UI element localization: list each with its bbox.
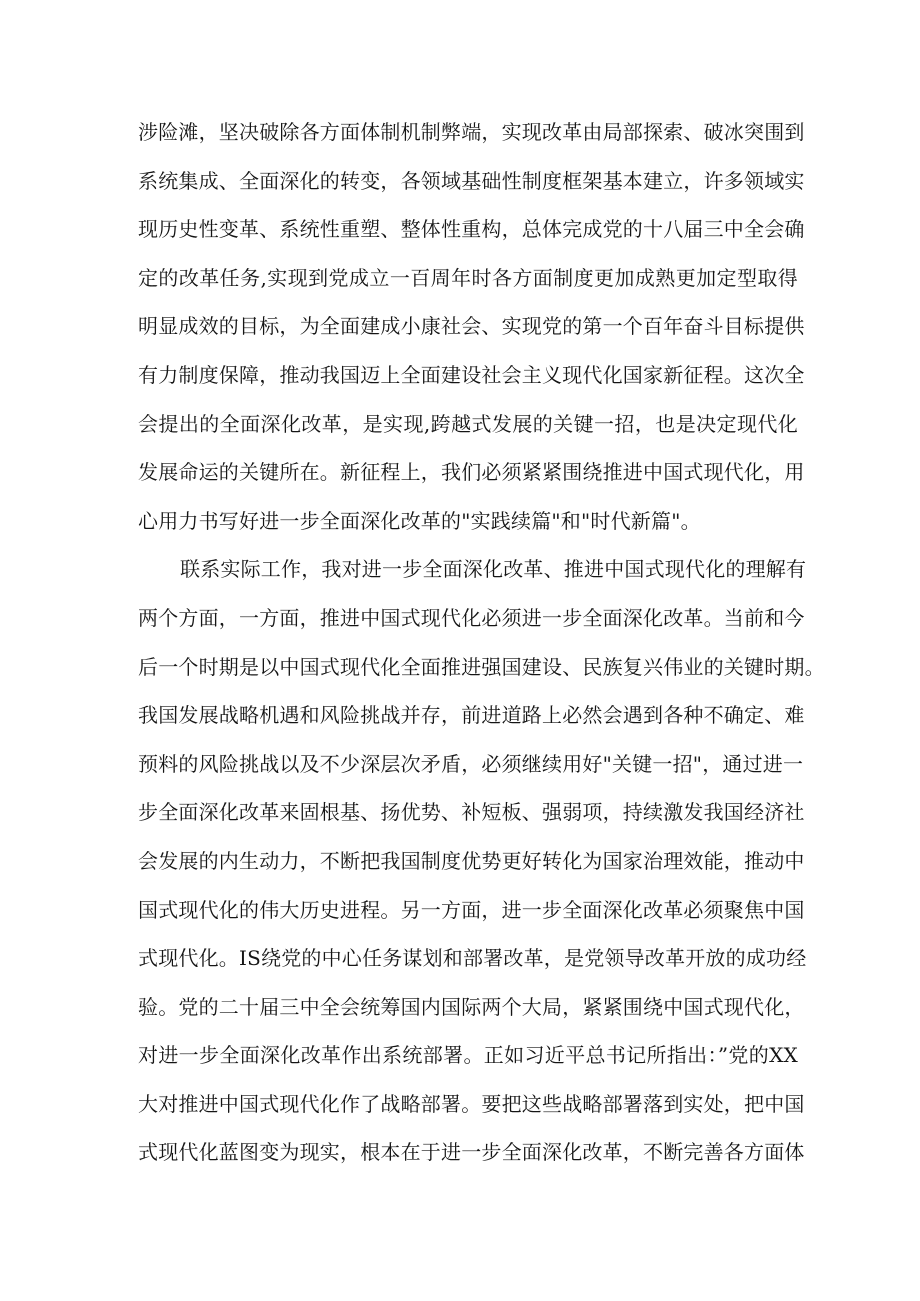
text-line: 定的改革任务,实现到党成立一百周年时各方面制度更加成熟更加定型取得: [138, 265, 798, 290]
text-line: 系统集成、全面深化的转变，各领域基础性制度框架基本建立，许多领域实: [138, 168, 805, 193]
text-line: 会提出的全面深化改革，是实现,跨越式发展的关键一招，也是决定现代化: [138, 411, 798, 436]
text-line: 两个方面，一方面，推进中国式现代化必须进一步全面深化改革。当前和今: [138, 605, 805, 630]
text-line: 步全面深化改革来固根基、扬优势、补短板、强弱项，持续激发我国经济社: [138, 800, 805, 825]
text-line: 有力制度保障，推动我国迈上全面建设社会主义现代化国家新征程。这次全: [138, 362, 805, 387]
text-line: 我国发展战略机遇和风险挑战并存，前进道路上必然会遇到各种不确定、难: [138, 703, 805, 728]
text-line: 涉险滩，坚决破除各方面体制机制弊端，实现改革由局部探索、破冰突围到: [138, 120, 805, 144]
body-text: [138, 108, 825, 1177]
text-line: 后一个时期是以中国式现代化全面推进强国建设、民族复兴伟业的关键时期。: [138, 654, 825, 679]
text-line: 式现代化蓝图变为现实，根本在于进一步全面深化改革，不断完善各方面体: [138, 1140, 805, 1165]
text-line: 国式现代化的伟大历史进程。另一方面，进一步全面深化改革必须聚焦中国: [138, 897, 805, 922]
text-line: 明显成效的目标，为全面建成小康社会、实现党的第一个百年奋斗目标提供: [138, 314, 805, 339]
text-line: 对进一步全面深化改革作出系统部署。正如习近平总书记所指出：”党的XX: [138, 1043, 798, 1068]
text-line: 大对推进中国式现代化作了战略部署。要把这些战略部署落到实处，把中国: [138, 1091, 805, 1116]
text-line: 预料的风险挑战以及不少深层次矛盾，必须继续用好"关键一招"，通过进一: [138, 751, 804, 776]
text-line: 式现代化。IS绕党的中心任务谋划和部署改革，是党领导改革开放的成功经: [138, 946, 807, 971]
text-line: 会发展的内生动力，不断把我国制度优势更好转化为国家治理效能，推动中: [138, 848, 805, 873]
text-line: 现历史性变革、系统性重塑、整体性重构，总体完成党的十八届三中全会确: [138, 217, 805, 242]
text-line: 心用力书写好进一步全面深化改革的"实践续篇"和"时代新篇"。: [138, 508, 701, 533]
text-line: 发展命运的关键所在。新征程上，我们必须紧紧围绕推进中国式现代化，用: [138, 460, 805, 485]
text-line: 联系实际工作，我对进一步全面深化改革、推进中国式现代化的理解有: [180, 557, 807, 582]
text-line: 验。党的二十届三中全会统筹国内国际两个大局，紧紧围绕中国式现代化，: [138, 994, 805, 1019]
